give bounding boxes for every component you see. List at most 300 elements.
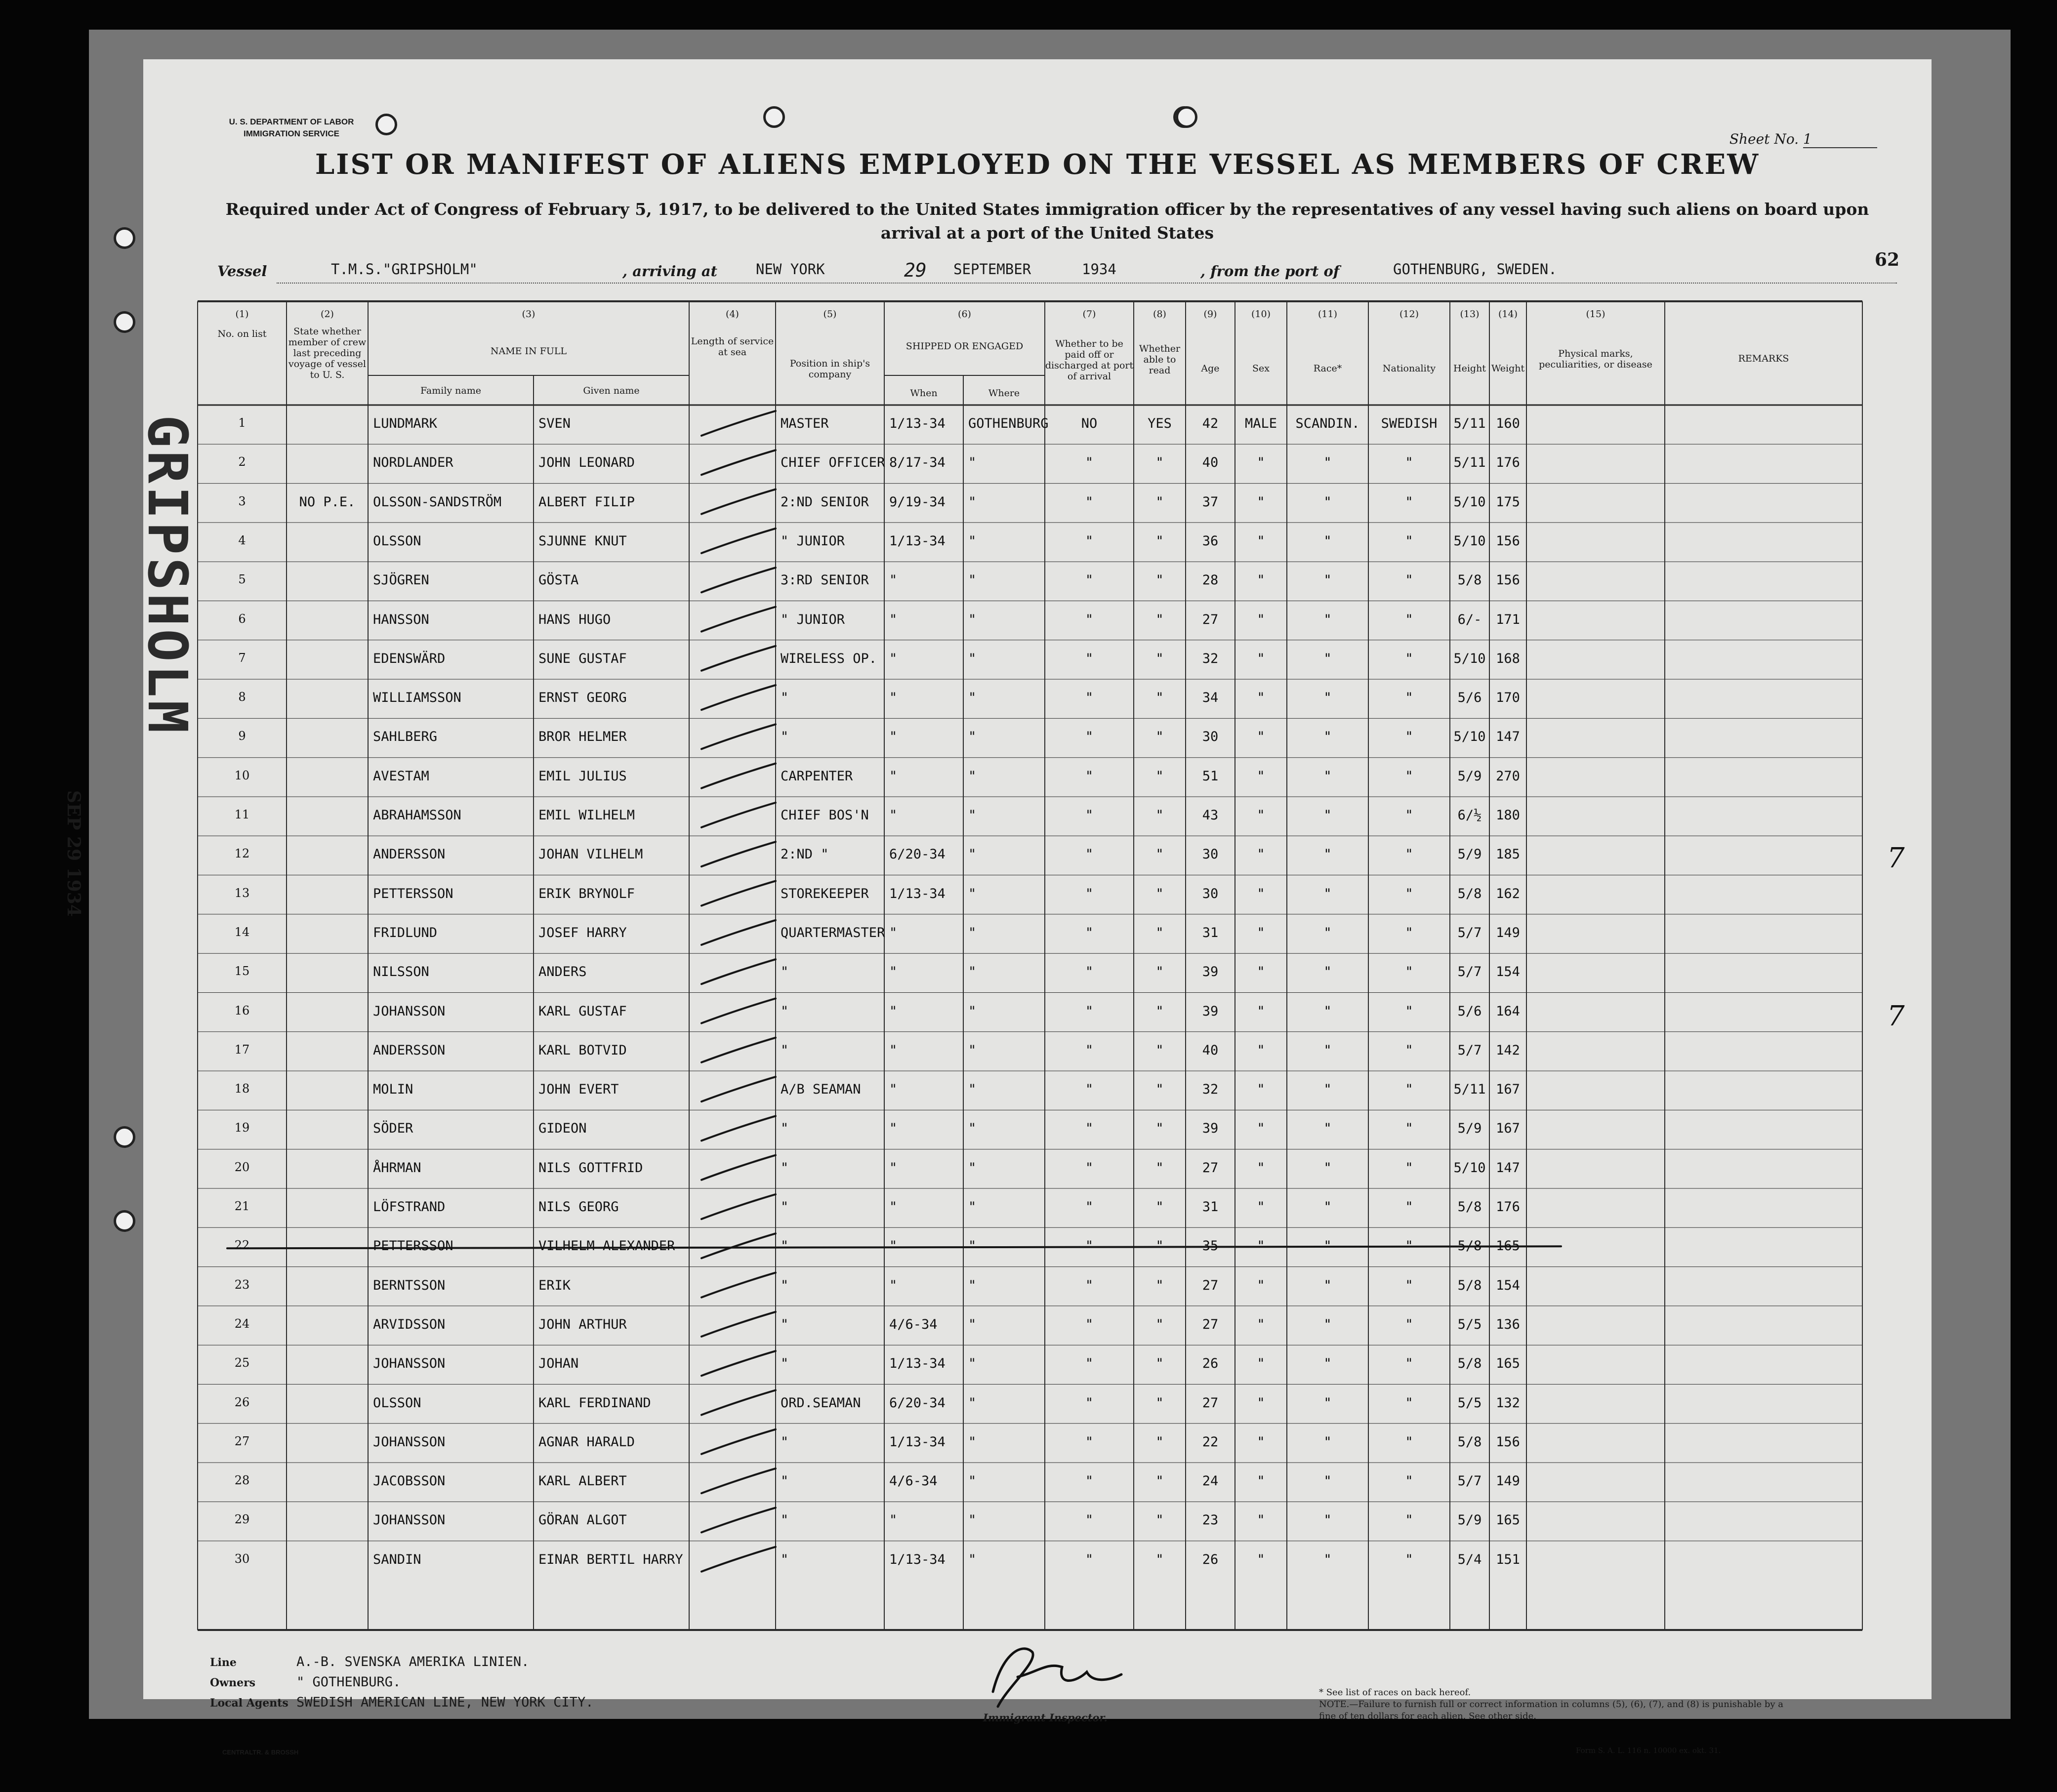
cell-no: 15 (234, 964, 250, 978)
cell-nat: " (1405, 1356, 1413, 1372)
cell-nat: " (1405, 1512, 1413, 1528)
col-header-when: When (910, 388, 938, 399)
cell-weight: 185 (1496, 847, 1520, 862)
cell-weight: 151 (1496, 1551, 1520, 1567)
cell-weight: 167 (1496, 1121, 1520, 1137)
cell-paid: " (1085, 925, 1094, 940)
cell-weight: 147 (1496, 729, 1520, 745)
cell-height: 5/7 (1457, 925, 1482, 940)
cell-when: " (889, 729, 898, 745)
cell-nat: " (1405, 533, 1413, 549)
cell-sex: MALE (1244, 416, 1277, 431)
cell-given: SJUNNE KNUT (538, 533, 627, 549)
cell-race: " (1323, 808, 1332, 823)
length-of-service-mark (701, 1116, 776, 1140)
cell-nat: " (1405, 690, 1413, 706)
cell-height: 5/9 (1457, 847, 1482, 862)
cell-race: " (1323, 1082, 1332, 1098)
cell-position: " (781, 1003, 789, 1019)
cell-paid: " (1085, 1551, 1094, 1567)
length-of-service-mark (701, 1312, 776, 1337)
cell-given: ERNST GEORG (538, 690, 627, 706)
cell-paid: " (1085, 1395, 1094, 1411)
cell-race: SCANDIN. (1295, 416, 1360, 431)
cell-where: " (968, 1160, 977, 1176)
cell-read: " (1155, 1356, 1164, 1372)
cell-race: " (1323, 1551, 1332, 1567)
cell-where: " (968, 494, 977, 510)
cell-no: 19 (234, 1121, 250, 1135)
cell-paid: " (1085, 1316, 1094, 1332)
cell-sex: " (1257, 690, 1265, 706)
cell-where: " (968, 1238, 977, 1254)
cell-nat: " (1405, 1199, 1413, 1215)
cell-where: " (968, 768, 977, 784)
cell-height: 5/9 (1457, 1512, 1482, 1528)
cell-nat: " (1405, 1003, 1413, 1019)
cell-position: WIRELESS OP. (781, 651, 877, 666)
cell-no: 5 (238, 572, 246, 587)
cell-no: 7 (238, 651, 246, 665)
cell-paid: " (1085, 651, 1094, 666)
cell-family: JOHANSSON (373, 1003, 446, 1019)
cell-family: JOHANSSON (373, 1512, 446, 1528)
cell-when: " (889, 808, 898, 823)
department-header: U. S. DEPARTMENT OF LABOR IMMIGRATION SERVICE (229, 117, 354, 138)
cell-no: 29 (234, 1512, 250, 1527)
cell-nat: " (1405, 964, 1413, 980)
cell-given: GÖSTA (538, 572, 579, 588)
column-number: (14) (1498, 309, 1518, 320)
cell-height: 5/8 (1457, 1238, 1482, 1254)
arrival-month: SEPTEMBER (953, 261, 1031, 278)
length-of-service-mark (701, 646, 776, 671)
cell-height: 5/8 (1457, 1434, 1482, 1450)
cell-age: 23 (1202, 1512, 1219, 1528)
cell-where: " (968, 533, 977, 549)
col-header-family-name: Family name (420, 385, 481, 396)
from-label: , from the port of (1200, 263, 1340, 280)
sheet-number: Sheet No. 1 (1729, 131, 1877, 148)
cell-given: JOHAN VILHELM (538, 847, 643, 862)
cell-race: " (1323, 611, 1332, 627)
footer-note: * See list of races on back hereof. NOTE.—Failure to furnish full or correct information in columns (5), (6), (7), and (8) is punishable by a fine of ten dollars for each alien. See other side. (1319, 1687, 1783, 1721)
cell-nat: " (1405, 1121, 1413, 1137)
cell-position: CARPENTER (781, 768, 853, 784)
cell-when: " (889, 1277, 898, 1293)
cell-read: " (1155, 533, 1164, 549)
cell-race: " (1323, 1199, 1332, 1215)
cell-height: 6/½ (1457, 808, 1482, 823)
cell-read: " (1155, 1042, 1164, 1058)
cell-weight: 132 (1496, 1395, 1520, 1411)
cell-family: OLSSON (373, 1395, 421, 1411)
cell-sex: " (1257, 611, 1265, 627)
inspector-label: Immigrant Inspector. (983, 1711, 1108, 1724)
cell-nat: " (1405, 455, 1413, 471)
cell-sex: " (1257, 1199, 1265, 1215)
cell-when: " (889, 1003, 898, 1019)
cell-nat: " (1405, 768, 1413, 784)
cell-age: 39 (1202, 1003, 1219, 1019)
cell-sex: " (1257, 886, 1265, 901)
cell-weight: 175 (1496, 494, 1520, 510)
cell-when: 4/6-34 (889, 1473, 938, 1489)
cell-where: " (968, 1512, 977, 1528)
col-header-paid-off: Whether to be paid off or discharged at port of arrival (1045, 338, 1134, 382)
cell-age: 37 (1202, 494, 1219, 510)
cell-sex: " (1257, 1082, 1265, 1098)
inspector-signature (963, 1632, 1141, 1716)
cell-age: 26 (1202, 1356, 1219, 1372)
cell-read: " (1155, 1199, 1164, 1215)
cell-where: " (968, 690, 977, 706)
cell-race: " (1323, 1316, 1332, 1332)
cell-where: " (968, 1356, 977, 1372)
cell-no: 21 (234, 1199, 250, 1213)
cell-nat: " (1405, 847, 1413, 862)
cell-family: HANSSON (373, 611, 429, 627)
cell-no: 8 (238, 690, 246, 704)
cell-weight: 170 (1496, 690, 1520, 706)
cell-paid: " (1085, 1238, 1094, 1254)
cell-no: 10 (234, 768, 250, 782)
cell-nat: " (1405, 808, 1413, 823)
cell-given: EINAR BERTIL HARRY (538, 1551, 683, 1567)
cell-position: " JUNIOR (781, 533, 845, 549)
cell-race: " (1323, 1042, 1332, 1058)
column-number: (2) (321, 309, 334, 320)
length-of-service-mark (701, 529, 776, 553)
cell-race: " (1323, 1473, 1332, 1489)
cell-sex: " (1257, 1356, 1265, 1372)
cell-sex: " (1257, 1551, 1265, 1567)
cell-weight: 162 (1496, 886, 1520, 901)
cell-given: ERIK (538, 1277, 571, 1293)
cell-age: 30 (1202, 729, 1219, 745)
column-number: (13) (1460, 309, 1480, 320)
cell-given: JOHN LEONARD (538, 455, 635, 471)
cell-no: 30 (234, 1551, 250, 1566)
cell-given: EMIL JULIUS (538, 768, 627, 784)
cell-where: " (968, 1316, 977, 1332)
cell-read: " (1155, 964, 1164, 980)
cell-sex: " (1257, 768, 1265, 784)
cell-when: " (889, 1238, 898, 1254)
cell-race: " (1323, 1356, 1332, 1372)
cell-paid: " (1085, 1003, 1094, 1019)
cell-no: 23 (234, 1277, 250, 1292)
cell-sex: " (1257, 729, 1265, 745)
cell-sex: " (1257, 808, 1265, 823)
cell-read: " (1155, 847, 1164, 862)
from-port: GOTHENBURG, SWEDEN. (1393, 261, 1557, 278)
cell-no: 2 (238, 455, 246, 469)
cell-no: 28 (234, 1473, 250, 1488)
cell-position: QUARTERMASTER (781, 925, 885, 940)
length-of-service-mark (701, 1077, 776, 1101)
column-number: (4) (726, 309, 739, 320)
cell-age: 27 (1202, 611, 1219, 627)
cell-paid: " (1085, 1160, 1094, 1176)
cell-age: 40 (1202, 455, 1219, 471)
footer-agents: Line A.-B. SVENSKA AMERIKA LINIEN. Owners " GOTHENBURG. Local Agents SWEDISH AMERICAN LINE, NEW YORK CITY. (210, 1654, 594, 1710)
cell-given: ERIK BRYNOLF (538, 886, 635, 901)
cell-where: " (968, 651, 977, 666)
cell-when: 4/6-34 (889, 1316, 938, 1332)
cell-no: 24 (234, 1316, 250, 1331)
cell-sex: " (1257, 455, 1265, 471)
cell-paid: " (1085, 964, 1094, 980)
cell-no: 9 (238, 729, 246, 743)
cell-when: " (889, 925, 898, 940)
arriving-label: , arriving at (622, 263, 718, 280)
cell-when: " (889, 690, 898, 706)
cell-read: YES (1148, 416, 1172, 431)
cell-family: SJÖGREN (373, 572, 429, 588)
cell-weight: 142 (1496, 1042, 1520, 1058)
cell-height: 6/- (1457, 611, 1482, 627)
cell-prev: NO P.E. (299, 494, 356, 510)
cell-given: KARL FERDINAND (538, 1395, 651, 1411)
cell-weight: 171 (1496, 611, 1520, 627)
cell-position: " (781, 1473, 789, 1489)
cell-position: " (781, 690, 789, 706)
length-of-service-mark (701, 764, 776, 788)
cell-family: JOHANSSON (373, 1356, 446, 1372)
cell-nat: " (1405, 1434, 1413, 1450)
cell-position: " (781, 1356, 789, 1372)
cell-where: " (968, 572, 977, 588)
cell-weight: 176 (1496, 1199, 1520, 1215)
col-header-able-to-read: Whether able to read (1139, 343, 1181, 376)
cell-family: ANDERSSON (373, 1042, 446, 1058)
cell-given: AGNAR HARALD (538, 1434, 635, 1450)
length-of-service-mark (701, 920, 776, 945)
cell-position: " (781, 1160, 789, 1176)
cell-read: " (1155, 1395, 1164, 1411)
cell-read: " (1155, 1003, 1164, 1019)
cell-position: " (781, 1277, 789, 1293)
cell-family: FRIDLUND (373, 925, 438, 940)
cell-sex: " (1257, 1003, 1265, 1019)
cell-read: " (1155, 1316, 1164, 1332)
cell-paid: " (1085, 690, 1094, 706)
cell-age: 39 (1202, 1121, 1219, 1137)
cell-paid: " (1085, 729, 1094, 745)
date-stamp: SEP 29 1934 (63, 790, 84, 917)
column-number: (6) (958, 309, 971, 320)
cell-height: 5/7 (1457, 964, 1482, 980)
cell-height: 5/10 (1453, 729, 1486, 745)
table-grid (143, 59, 1932, 1699)
column-number: (8) (1153, 309, 1166, 320)
cell-when: " (889, 611, 898, 627)
cell-weight: 160 (1496, 416, 1520, 431)
col-header-weight: Weight (1491, 363, 1525, 374)
cell-height: 5/6 (1457, 1003, 1482, 1019)
column-number: (11) (1317, 309, 1337, 320)
cell-weight: 154 (1496, 964, 1520, 980)
cell-paid: " (1085, 886, 1094, 901)
cell-age: 31 (1202, 1199, 1219, 1215)
cell-sex: " (1257, 1434, 1265, 1450)
cell-nat: " (1405, 1473, 1413, 1489)
cell-read: " (1155, 572, 1164, 588)
cell-family: WILLIAMSSON (373, 690, 461, 706)
length-of-service-mark (701, 568, 776, 592)
punch-hole (114, 227, 135, 249)
cell-nat: " (1405, 1042, 1413, 1058)
cell-sex: " (1257, 1395, 1265, 1411)
cell-read: " (1155, 1551, 1164, 1567)
cell-no: 11 (234, 808, 250, 821)
cell-weight: 149 (1496, 1473, 1520, 1489)
cell-weight: 149 (1496, 925, 1520, 940)
cell-nat: " (1405, 1277, 1413, 1293)
cell-when: " (889, 651, 898, 666)
cell-height: 5/11 (1453, 1082, 1486, 1098)
cell-read: " (1155, 690, 1164, 706)
cell-height: 5/11 (1453, 455, 1486, 471)
cell-no: 3 (238, 494, 246, 508)
cell-no: 16 (234, 1003, 250, 1018)
cell-height: 5/8 (1457, 1199, 1482, 1215)
length-of-service-mark (701, 803, 776, 827)
cell-when: 6/20-34 (889, 1395, 946, 1411)
vessel-name-stamp: GRIPSHOLM (136, 415, 199, 736)
cell-race: " (1323, 494, 1332, 510)
cell-given: NILS GOTTFRID (538, 1160, 643, 1176)
cell-weight: 136 (1496, 1316, 1520, 1332)
cell-read: " (1155, 611, 1164, 627)
cell-read: " (1155, 1277, 1164, 1293)
cell-race: " (1323, 1160, 1332, 1176)
cell-when: 1/13-34 (889, 1356, 946, 1372)
cell-no: 12 (234, 847, 250, 861)
cell-height: 5/8 (1457, 572, 1482, 588)
cell-where: " (968, 1003, 977, 1019)
length-of-service-mark (701, 1233, 776, 1258)
cell-weight: 180 (1496, 808, 1520, 823)
page-number: 62 (1874, 249, 1899, 270)
remarks-mark: 7 (1887, 842, 1905, 874)
cell-given: NILS GEORG (538, 1199, 619, 1215)
cell-where: " (968, 1199, 977, 1215)
cell-age: 30 (1202, 847, 1219, 862)
length-of-service-mark (701, 1194, 776, 1219)
cell-family: BERNTSSON (373, 1277, 446, 1293)
cell-given: GÖRAN ALGOT (538, 1512, 627, 1528)
cell-height: 5/8 (1457, 1356, 1482, 1372)
cell-no: 20 (234, 1160, 250, 1174)
cell-read: " (1155, 1238, 1164, 1254)
cell-given: EMIL WILHELM (538, 808, 635, 823)
cell-when: 6/20-34 (889, 847, 946, 862)
cell-weight: 165 (1496, 1238, 1520, 1254)
cell-where: " (968, 925, 977, 940)
cell-sex: " (1257, 1277, 1265, 1293)
cell-where: GOTHENBURG (968, 416, 1049, 431)
cell-family: SÖDER (373, 1121, 413, 1137)
cell-sex: " (1257, 651, 1265, 666)
form-number: Form S. A. L. 116 n. 10000 ex. okt. 31. (1576, 1746, 1721, 1755)
cell-race: " (1323, 1395, 1332, 1411)
cell-paid: " (1085, 1121, 1094, 1137)
cell-no: 18 (234, 1082, 250, 1096)
col-header-previous-voyage: State whether member of crew last preceding voyage of vessel to U. S. (288, 326, 367, 380)
cell-position: 2:ND SENIOR (781, 494, 869, 510)
cell-race: " (1323, 768, 1332, 784)
column-number: (15) (1586, 309, 1605, 320)
cell-family: ABRAHAMSSON (373, 808, 461, 823)
cell-given: KARL ALBERT (538, 1473, 627, 1489)
cell-position: ORD.SEAMAN (781, 1395, 861, 1411)
cell-paid: " (1085, 1356, 1094, 1372)
cell-paid: " (1085, 611, 1094, 627)
cell-weight: 176 (1496, 455, 1520, 471)
cell-height: 5/11 (1453, 416, 1486, 431)
col-header-height: Height (1453, 363, 1486, 374)
cell-sex: " (1257, 847, 1265, 862)
cell-sex: " (1257, 1121, 1265, 1137)
cell-age: 51 (1202, 768, 1219, 784)
cell-family: PETTERSSON (373, 1238, 453, 1254)
cell-given: JOHN ARTHUR (538, 1316, 627, 1332)
cell-race: " (1323, 729, 1332, 745)
cell-nat: " (1405, 651, 1413, 666)
cell-race: " (1323, 1512, 1332, 1528)
cell-paid: " (1085, 1199, 1094, 1215)
col-header-age: Age (1201, 363, 1220, 374)
cell-race: " (1323, 1434, 1332, 1450)
cell-paid: " (1085, 808, 1094, 823)
cell-given: VILHELM ALEXANDER (538, 1238, 675, 1254)
cell-weight: 156 (1496, 572, 1520, 588)
cell-position: 3:RD SENIOR (781, 572, 869, 588)
cell-age: 32 (1202, 651, 1219, 666)
length-of-service-mark (701, 1507, 776, 1532)
cell-height: 5/6 (1457, 690, 1482, 706)
cell-paid: " (1085, 1512, 1094, 1528)
length-of-service-mark (701, 411, 776, 436)
cell-age: 40 (1202, 1042, 1219, 1058)
cell-height: 5/9 (1457, 768, 1482, 784)
arrival-year: 1934 (1082, 261, 1116, 278)
cell-when: " (889, 768, 898, 784)
cell-position: " (781, 1042, 789, 1058)
col-header-remarks: REMARKS (1738, 353, 1789, 364)
cell-sex: " (1257, 964, 1265, 980)
cell-paid: " (1085, 1434, 1094, 1450)
cell-when: " (889, 572, 898, 588)
cell-where: " (968, 1121, 977, 1137)
manifest-page (63, 59, 1932, 1756)
cell-family: ARVIDSSON (373, 1316, 446, 1332)
cell-age: 42 (1202, 416, 1219, 431)
cell-height: 5/8 (1457, 1277, 1482, 1293)
cell-nat: " (1405, 925, 1413, 940)
cell-when: " (889, 1042, 898, 1058)
cell-height: 5/10 (1453, 1160, 1486, 1176)
cell-height: 5/5 (1457, 1395, 1482, 1411)
cell-age: 27 (1202, 1316, 1219, 1332)
cell-when: " (889, 1160, 898, 1176)
punch-hole (114, 311, 135, 333)
vessel-name: T.M.S."GRIPSHOLM" (331, 261, 478, 278)
cell-where: " (968, 455, 977, 471)
col-header-where: Where (988, 388, 1020, 399)
